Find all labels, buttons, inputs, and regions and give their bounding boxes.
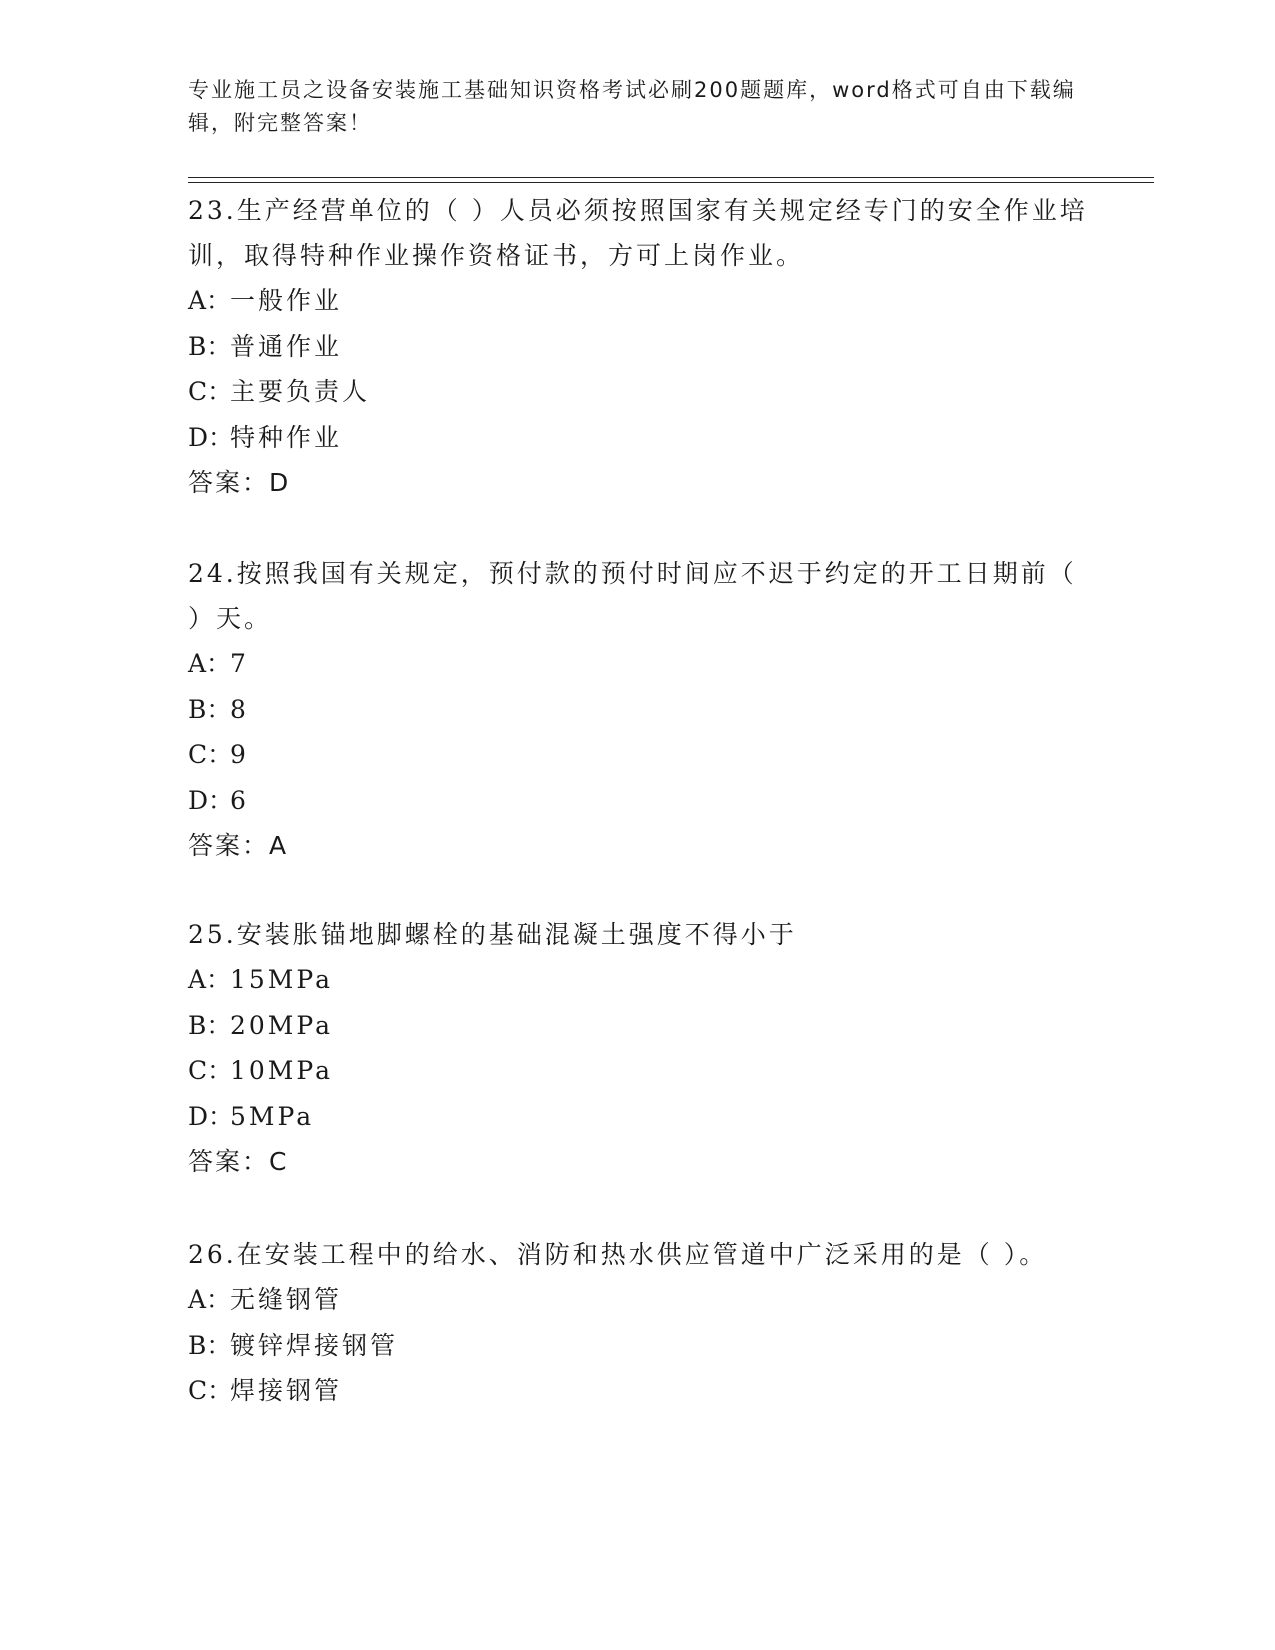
question-stem: 23.生产经营单位的（ ）人员必须按照国家有关规定经专门的安全作业培训，取得特种作业操作资格证书，方可上岗作业。: [188, 196, 1088, 270]
question-25: [188, 912, 1088, 1184]
header-divider-bottom: [188, 182, 1154, 183]
option-text: 特种作业: [230, 422, 343, 452]
option-b: [188, 1003, 1088, 1049]
option-letter: A：: [188, 649, 232, 678]
option-letter: C：: [188, 1056, 233, 1085]
option-c: [188, 369, 1088, 415]
question-stem: 24.按照我国有关规定，预付款的预付时间应不迟于约定的开工日期前（ ）天。: [188, 559, 1077, 633]
option-a: [188, 278, 1088, 324]
option-letter: A：: [188, 965, 232, 994]
option-b: [188, 687, 1088, 733]
option-d: [188, 778, 1088, 824]
answer-text: 答案：A: [188, 831, 289, 860]
option-text: 7: [230, 649, 249, 678]
option-c: [188, 732, 1088, 778]
option-text: 10MPa: [230, 1056, 334, 1085]
option-text: 焊接钢管: [230, 1376, 343, 1405]
option-letter: A：: [188, 1285, 232, 1314]
option-letter: C：: [188, 740, 233, 769]
option-text: 8: [230, 694, 249, 724]
option-letter: B：: [188, 694, 232, 724]
question-23: [188, 188, 1088, 505]
header-divider-top: [188, 177, 1154, 178]
question-24: [188, 551, 1088, 868]
option-list: [188, 278, 1088, 460]
option-text: 6: [230, 785, 249, 815]
option-text: 普通作业: [230, 331, 343, 361]
option-a: [188, 957, 1088, 1003]
option-list: [188, 1277, 1088, 1414]
option-list: [188, 957, 1088, 1139]
question-stem: 25.安装胀锚地脚螺栓的基础混凝土强度不得小于: [188, 920, 797, 949]
option-text: 主要负责人: [230, 377, 371, 406]
option-a: [188, 1277, 1088, 1323]
document-title: 专业施工员之设备安装施工基础知识资格考试必刷200题题库，word格式可自由下载编辑，附完整答案！: [188, 78, 1076, 135]
option-d: [188, 1094, 1088, 1140]
option-list: [188, 641, 1088, 823]
option-b: [188, 324, 1088, 370]
option-c: [188, 1368, 1088, 1414]
option-letter: A：: [188, 286, 232, 315]
option-letter: B：: [188, 1330, 232, 1360]
option-letter: C：: [188, 377, 233, 406]
question-stem: 26.在安装工程中的给水、消防和热水供应管道中广泛采用的是（ ）。: [188, 1240, 1048, 1269]
option-text: 5MPa: [230, 1101, 315, 1131]
option-letter: D：: [188, 1101, 234, 1131]
option-text: 9: [230, 740, 249, 769]
option-letter: D：: [188, 422, 234, 452]
option-letter: D：: [188, 785, 234, 815]
option-letter: B：: [188, 1010, 232, 1040]
option-text: 20MPa: [230, 1010, 334, 1040]
option-letter: B：: [188, 331, 232, 361]
answer-text: 答案：C: [188, 1147, 289, 1176]
option-d: [188, 415, 1088, 461]
option-a: [188, 641, 1088, 687]
option-text: 镀锌焊接钢管: [230, 1330, 399, 1360]
option-letter: C：: [188, 1376, 233, 1405]
option-text: 15MPa: [230, 965, 334, 994]
option-b: [188, 1323, 1088, 1369]
option-text: 无缝钢管: [230, 1285, 343, 1314]
option-text: 一般作业: [230, 286, 343, 315]
answer-text: 答案：D: [188, 468, 291, 497]
option-c: [188, 1048, 1088, 1094]
question-26: [188, 1232, 1088, 1414]
